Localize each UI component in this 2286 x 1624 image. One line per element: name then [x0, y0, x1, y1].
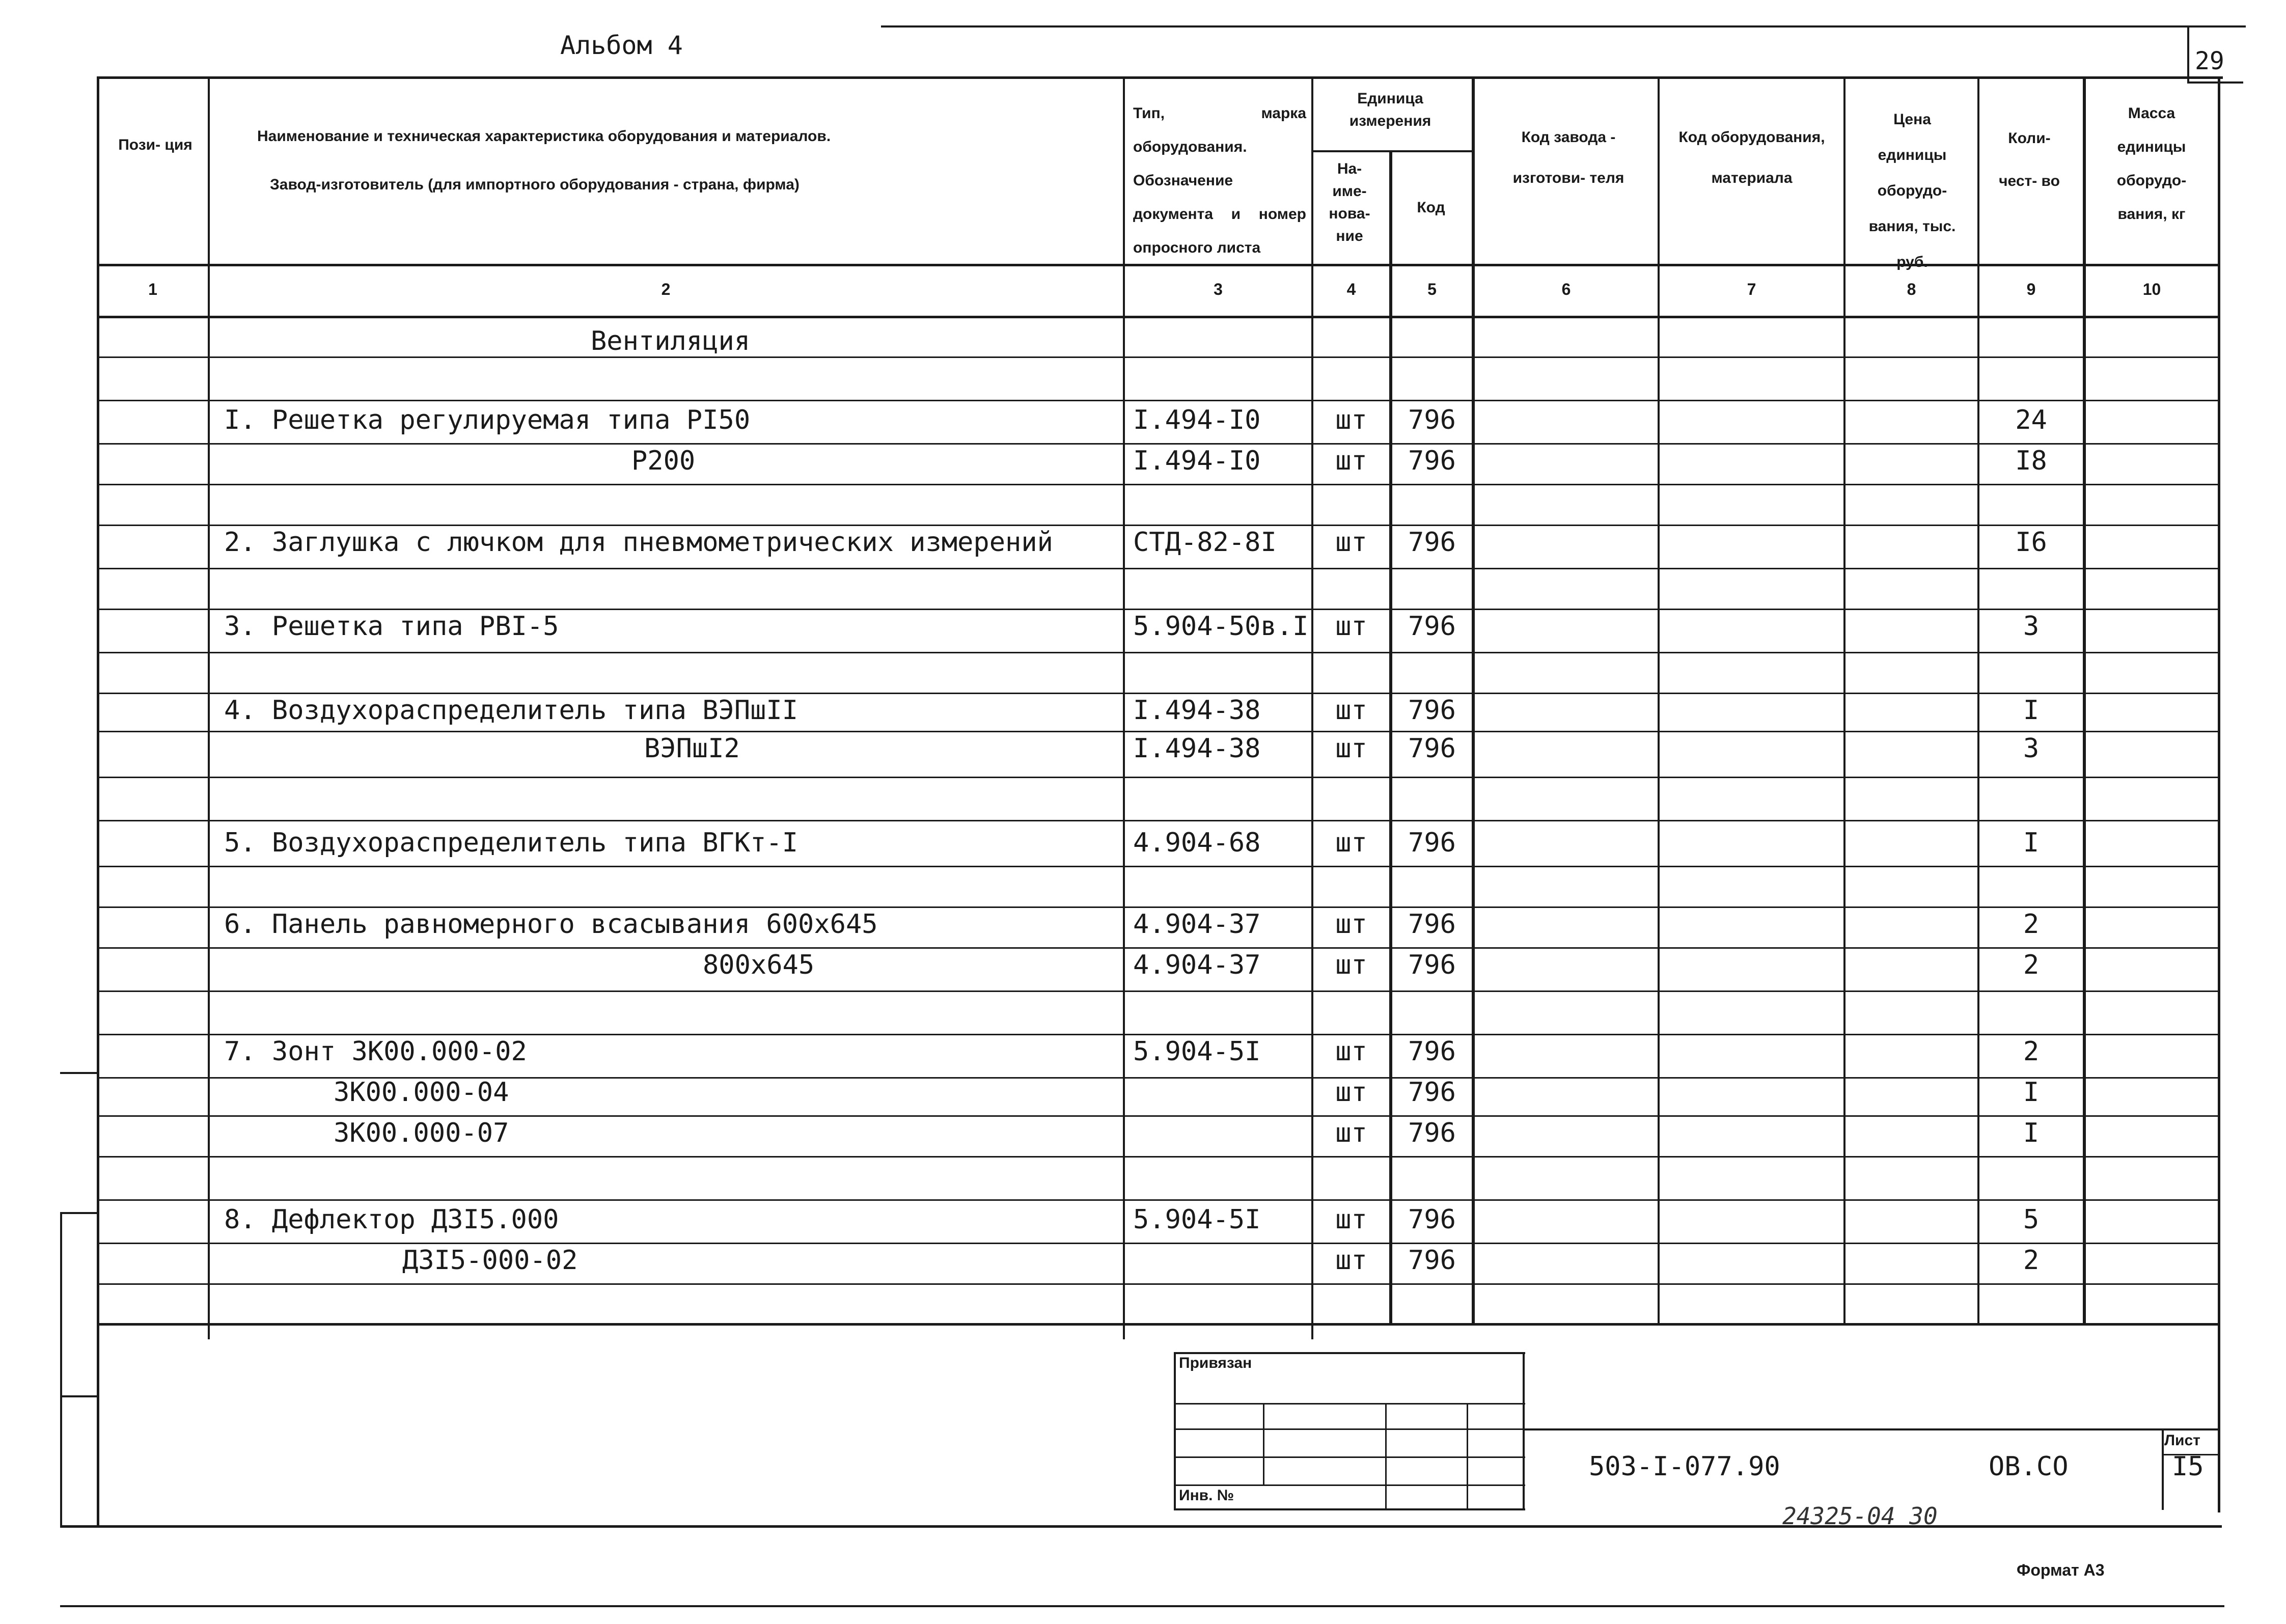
row-type: СТД-82-8I	[1133, 527, 1277, 558]
row-qty: I6	[2015, 527, 2047, 558]
row-name: 8. Дефлектор ДЗI5.000	[224, 1204, 559, 1235]
row-qty: 2	[2023, 1036, 2040, 1067]
col5-header: Код	[1417, 199, 1445, 216]
row-name: 5. Воздухораспределитель типа ВГКт-I	[224, 828, 798, 858]
row-line	[97, 652, 2220, 653]
frame-top	[97, 76, 2223, 79]
stamp-col-1	[1263, 1403, 1264, 1484]
row-qty: I8	[2015, 446, 2047, 476]
row-line	[97, 568, 2220, 569]
colnum-5: 5	[1427, 280, 1437, 298]
unit-group-header: Единица измерения	[1349, 90, 1431, 129]
row-line	[97, 777, 2220, 778]
row-line	[97, 693, 2220, 694]
stamp-col-3	[1467, 1403, 1468, 1510]
col1-header: Пози- ция	[118, 136, 192, 153]
stamp-inv: Инв. №	[1179, 1487, 1234, 1504]
row-type: 5.904-5I	[1133, 1036, 1261, 1067]
doc-code: 503-I-077.90	[1589, 1451, 1780, 1482]
row-line	[97, 484, 2220, 485]
stamp-row-1	[1174, 1403, 1525, 1405]
colnum-bottom	[97, 316, 2220, 318]
stamp-row-4	[1174, 1484, 1525, 1486]
row-unit: шт	[1335, 611, 1367, 642]
row-line	[97, 1156, 2220, 1158]
row-line	[97, 356, 2220, 358]
row-name: ВЭПшI2	[644, 733, 740, 764]
row-unit: шт	[1335, 1118, 1367, 1148]
row-type: I.494-38	[1133, 733, 1261, 764]
frame-right	[2218, 76, 2220, 1512]
row-name: P200	[631, 446, 696, 476]
stamp-col-2	[1385, 1403, 1387, 1510]
colnum-8: 8	[1907, 280, 1916, 298]
stamp-left	[1174, 1352, 1176, 1510]
row-line	[97, 906, 2220, 908]
album-title: Альбом 4	[560, 31, 683, 60]
row-qty: 5	[2023, 1204, 2040, 1235]
row-unit: шт	[1335, 1036, 1367, 1067]
col6-header: Код завода - изготови- теля	[1512, 129, 1624, 186]
colnum-10: 10	[2142, 280, 2161, 298]
row-name: ЗК00.000-07	[334, 1118, 509, 1148]
row-qty: I	[2023, 828, 2040, 858]
row-qty: 3	[2023, 611, 2040, 642]
margin-tick-2	[60, 1212, 98, 1214]
sheet-number: I5	[2172, 1451, 2204, 1482]
stamp-row-2	[1174, 1428, 1525, 1430]
bottom-rule	[60, 1605, 2224, 1607]
col4-header: На- име- нова- ние	[1329, 160, 1370, 244]
sheet-box-left	[2162, 1428, 2164, 1510]
format-label: Формат А3	[2017, 1561, 2105, 1579]
row-code: 796	[1408, 611, 1456, 642]
row-name: I. Решетка регулируемая типа PI50	[224, 405, 751, 435]
row-qty: 3	[2023, 733, 2040, 764]
page-number-box-bottom	[2187, 81, 2243, 84]
row-code: 796	[1408, 446, 1456, 476]
row-type: I.494-I0	[1133, 446, 1261, 476]
colnum-2: 2	[661, 280, 671, 298]
top-rule	[881, 25, 2246, 27]
stamp-privyazan: Привязан	[1179, 1355, 1252, 1371]
row-code: 796	[1408, 1077, 1456, 1108]
row-type: I.494-38	[1133, 695, 1261, 726]
row-qty: I	[2023, 1077, 2040, 1108]
row-type: 5.904-50в.I	[1133, 611, 1309, 642]
sheet-label: Лист	[2164, 1432, 2200, 1449]
row-code: 796	[1408, 527, 1456, 558]
row-name: 3. Решетка типа PBI-5	[224, 611, 559, 642]
row-line	[97, 947, 2220, 949]
col10-header: Масса единицы оборудо- вания, кг	[2116, 105, 2187, 223]
row-line	[97, 400, 2220, 401]
row-line	[97, 990, 2220, 992]
margin-rule	[60, 1212, 62, 1528]
row-line	[97, 866, 2220, 867]
row-name: ЗК00.000-04	[334, 1077, 509, 1108]
row-line	[97, 1115, 2220, 1117]
stamp-top	[1174, 1352, 1525, 1354]
row-name: 800x645	[703, 950, 815, 980]
row-qty: 2	[2023, 909, 2040, 940]
col2-header-line2: Завод-изготовитель (для импортного оборудования - страна, фирма)	[270, 176, 800, 193]
page-number: 29	[2195, 47, 2224, 75]
row-code: 796	[1408, 950, 1456, 980]
row-code: 796	[1408, 1118, 1456, 1148]
col8-header: Цена единицы оборудо- вания, тыс. руб.	[1868, 111, 1956, 270]
row-code: 796	[1408, 1036, 1456, 1067]
row-code: 796	[1408, 828, 1456, 858]
row-type: 4.904-37	[1133, 950, 1261, 980]
row-line	[97, 1243, 2220, 1244]
row-type: I.494-I0	[1133, 405, 1261, 435]
colnum-7: 7	[1747, 280, 1756, 298]
row-line	[97, 820, 2220, 821]
row-unit: шт	[1335, 1077, 1367, 1108]
row-code: 796	[1408, 733, 1456, 764]
row-code: 796	[1408, 1204, 1456, 1235]
row-unit: шт	[1335, 1204, 1367, 1235]
archive-number: 24325-04 30	[1782, 1502, 1938, 1530]
table-end	[97, 1323, 2220, 1326]
page-number-box-left	[2187, 25, 2189, 81]
row-code: 796	[1408, 405, 1456, 435]
row-unit: шт	[1335, 950, 1367, 980]
row-unit: шт	[1335, 446, 1367, 476]
row-unit: шт	[1335, 909, 1367, 940]
row-unit: шт	[1335, 733, 1367, 764]
row-name: 4. Воздухораспределитель типа ВЭПшII	[224, 695, 798, 726]
row-line	[97, 1199, 2220, 1201]
margin-tick-1	[60, 1072, 98, 1074]
row-name: 6. Панель равномерного всасывания 600x645	[224, 909, 878, 940]
colnum-3: 3	[1214, 280, 1223, 298]
row-line	[97, 609, 2220, 610]
section-title: Вентиляция	[591, 326, 751, 356]
row-qty: 2	[2023, 1245, 2040, 1276]
row-line	[97, 731, 2220, 732]
colnum-1: 1	[148, 280, 157, 298]
margin-tick-3	[60, 1395, 98, 1397]
row-line	[97, 443, 2220, 445]
stamp-right	[1523, 1352, 1525, 1510]
row-name: ДЗI5-000-02	[402, 1245, 578, 1276]
row-unit: шт	[1335, 405, 1367, 435]
row-name: 7. Зонт ЗК00.000-02	[224, 1036, 527, 1067]
row-unit: шт	[1335, 527, 1367, 558]
colnum-6: 6	[1561, 280, 1571, 298]
col7-header: Код оборудования, материала	[1678, 129, 1825, 186]
row-type: 5.904-5I	[1133, 1204, 1261, 1235]
row-type: 4.904-37	[1133, 909, 1261, 940]
row-unit: шт	[1335, 828, 1367, 858]
unit-group-sep	[1311, 150, 1474, 152]
row-code: 796	[1408, 695, 1456, 726]
col2-header-line1: Наименование и техническая характеристика оборудования и материалов.	[257, 128, 831, 145]
row-qty: I	[2023, 695, 2040, 726]
col9-header: Коли- чест- во	[1999, 130, 2060, 189]
colnum-9: 9	[2026, 280, 2036, 298]
row-unit: шт	[1335, 695, 1367, 726]
row-qty: I	[2023, 1118, 2040, 1148]
stamp-bottom	[1174, 1508, 1525, 1510]
row-code: 796	[1408, 1245, 1456, 1276]
row-name: 2. Заглушка с лючком для пневмометрических измерений	[224, 527, 1053, 558]
row-line	[97, 525, 2220, 526]
row-qty: 24	[2015, 405, 2047, 435]
col3-header: Тип, марка оборудования. Обозначение документа и номер опросного листа	[1133, 105, 1306, 256]
doc-suffix: ОВ.СО	[1989, 1451, 2069, 1482]
stamp-row-3	[1174, 1456, 1525, 1458]
row-type: 4.904-68	[1133, 828, 1261, 858]
row-qty: 2	[2023, 950, 2040, 980]
row-unit: шт	[1335, 1245, 1367, 1276]
row-line	[97, 1283, 2220, 1285]
row-line	[97, 1034, 2220, 1035]
colnum-4: 4	[1346, 280, 1356, 298]
title-block-top	[1525, 1428, 2220, 1430]
row-code: 796	[1408, 909, 1456, 940]
